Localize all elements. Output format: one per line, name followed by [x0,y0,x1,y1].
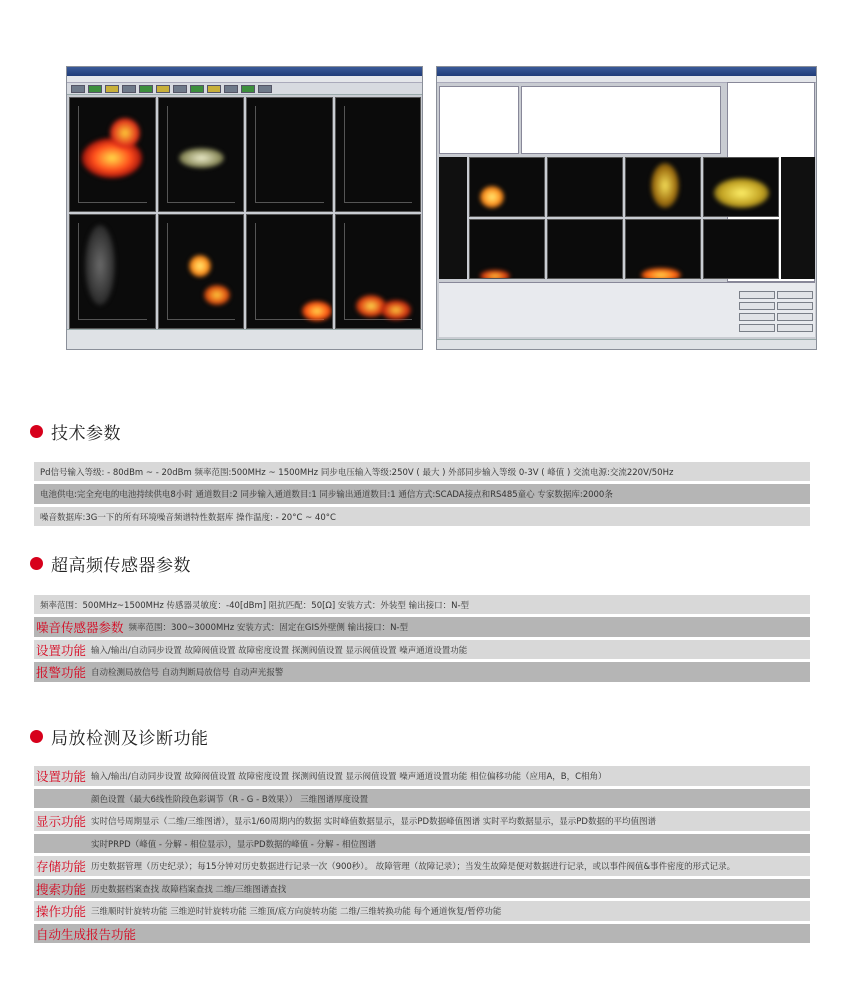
prpd-plot [469,219,545,279]
time-list-right [781,157,815,279]
3d-plot [547,219,623,279]
3d-plot [335,97,422,212]
row-text: 输入/输出/自动同步设置 故障阀值设置 故障密度设置 探测阀值设置 显示阀值设置 噪声通道设置功能 [91,645,468,656]
report-button[interactable] [739,324,775,332]
2d-plot [246,214,333,329]
section-title: 超高频传感器参数 [51,556,191,576]
row-text: 频率范围：300~3000MHz 安装方式：固定在GIS外壁侧 输出接口：N-型 [128,623,409,633]
function-row [34,811,810,831]
status-bar [437,339,817,350]
prpd-plot [625,219,701,279]
report-button[interactable] [777,313,813,321]
3d-plot [158,97,245,212]
bullet-dot-icon [30,730,43,743]
3d-plot [69,97,156,212]
row-text: 三维顺时针旋转功能 三维逆时针旋转功能 三维顶/底方向旋转功能 二维/三维转换功能 每个通道恢复/暂停功能 [91,907,502,917]
window-titlebar [437,67,816,76]
function-row [34,789,810,808]
plot-grid [69,97,421,329]
section-header-tech [30,419,121,444]
menu-bar [67,76,422,83]
row-text: 电池供电:完全充电的电池持续供电8小时 通道数目:2 同步输入通道数目:1 同步输出通道数目:1 通信方式:SCADA接点和RS485童心 专家数据库:2000条 [40,490,613,500]
row-label: 显示功能 [36,814,87,829]
param-row [34,640,810,659]
row-text: 噪音数据库:3G一下的所有环境噪音频谱特性数据库 操作温度: - 20°C ~ 40°C [40,512,336,523]
row-label: 设置功能 [36,769,87,784]
section-title: 局放检测及诊断功能 [51,729,209,749]
row-text: 自动检测局放信号 自动判断局放信号 自动声光报警 [91,668,284,678]
report-button[interactable] [777,302,813,310]
param-row [34,462,810,481]
report-button[interactable] [739,302,775,310]
settings-panel [439,282,815,337]
toolbar [67,83,422,95]
row-label: 设置功能 [36,642,87,658]
row-text: 颜色设置（最大6线性阶段色彩调节（R - G - B效果）） 三维图谱厚度设置 [91,794,369,805]
prpd-plot [469,157,545,217]
software-screenshot-left [66,66,423,350]
report-button[interactable] [739,291,775,299]
param-row [34,595,810,614]
row-label: 报警功能 [36,665,87,680]
section-title: 技术参数 [51,424,121,444]
control-strip [67,329,423,350]
row-label: 自动生成报告功能 [36,926,137,942]
function-row [34,856,810,876]
row-label: 操作功能 [36,904,87,919]
row-text: 实时信号周期显示（二维/三维图谱），显示1/60周期内的数据 实时峰值数据显示，显示PD数据峰值图谱 实时平均数据显示，显示PD数据的平均值图谱 [91,817,656,827]
row-text: 历史数据档案查找 故障档案查找 二维/三维图谱查找 [91,884,287,895]
param-row [34,617,810,637]
3d-plot [703,157,779,217]
row-text: 输入/输出/自动同步设置 故障阀值设置 故障密度设置 探测阀值设置 显示阀值设置 噪声通道设置功能 相位偏移功能（应用A，B，C相角） [91,772,607,782]
row-text: 历史数据管理（历史纪录）；每15分钟对历史数据进行记录一次（900秒）。 故障管理（故障记录）；当发生故障是便对数据进行记录，或以事件阀值&事件密度的形式记录。 [91,862,736,872]
row-text: Pd信号输入等级: - 80dBm ~ - 20dBm 频率范围:500MHz ~ 1500MHz 同步电压输入等级:250V ( 最大 ) 外部同步输入等级 0-3V ( 峰值 ) 交流电源:交流220V/50Hz [40,467,674,478]
section-header-diag [30,724,209,749]
param-row [34,662,810,682]
calendar-panel [439,86,519,154]
trend-chart-panel [521,86,721,154]
param-row [34,507,810,526]
row-label: 噪音传感器参数 [36,620,124,635]
2d-plot [335,214,422,329]
section-header-uhf [30,551,191,576]
3d-plot [703,219,779,279]
row-text: 频率范围：500MHz~1500MHz 传感器灵敏度：-40[dBm] 阻抗匹配：50[Ω] 安装方式：外装型 输出接口：N-型 [40,600,470,611]
time-list-left [439,157,467,279]
2d-plot [69,214,156,329]
report-button[interactable] [777,324,813,332]
row-label: 存储功能 [36,859,87,874]
param-row [34,484,810,504]
prpd-plot [547,157,623,217]
window-titlebar [67,67,422,76]
plot-grid [469,157,779,279]
function-row [34,834,810,853]
report-button[interactable] [777,291,813,299]
function-row [34,766,810,786]
prpd-plot [625,157,701,217]
bullet-dot-icon [30,425,43,438]
row-label: 搜索功能 [36,881,87,897]
function-row [34,901,810,921]
report-button[interactable] [739,313,775,321]
function-row [34,879,810,898]
2d-plot [158,214,245,329]
3d-plot [246,97,333,212]
function-row [34,924,810,943]
software-screenshot-right [436,66,817,350]
bullet-dot-icon [30,557,43,570]
row-text: 实时PRPD（峰值 - 分解 - 相位显示），显示PD数据的峰值 - 分解 - 相位图谱 [91,839,377,850]
